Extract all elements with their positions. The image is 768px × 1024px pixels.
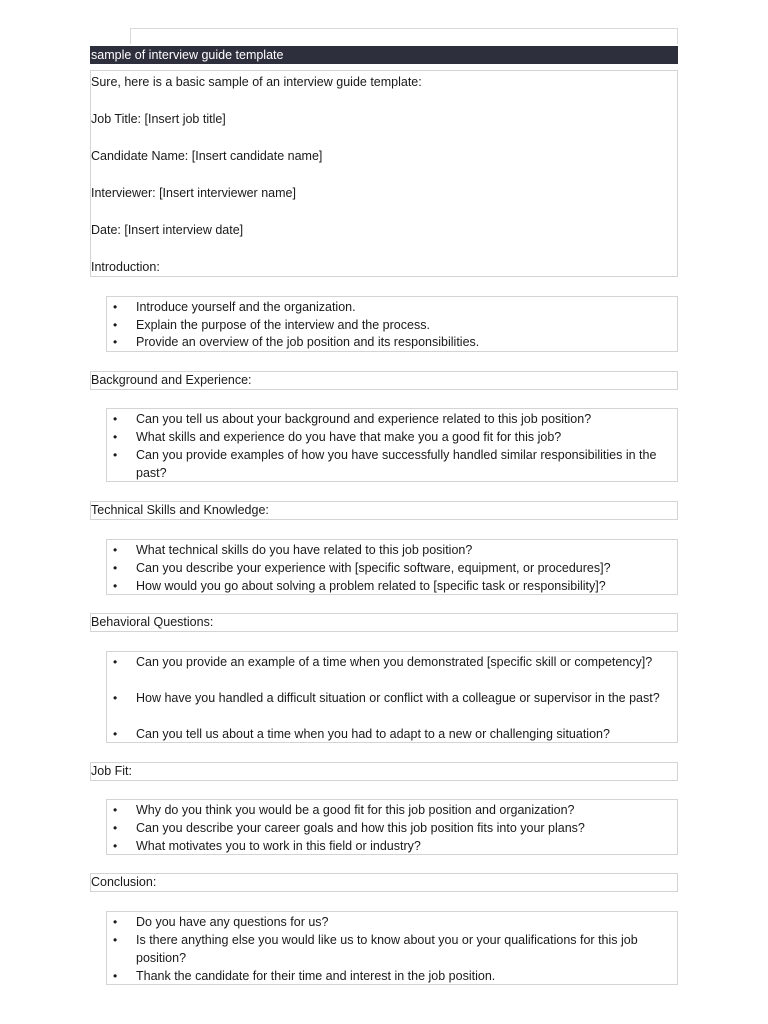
bullet-icon: • <box>113 915 118 929</box>
intro-block <box>90 70 678 277</box>
date-line: Date: [Insert interview date] <box>91 223 244 237</box>
section-heading-behavioral: Behavioral Questions: <box>90 613 678 632</box>
list-item-text: Can you provide an example of a time when you demonstrated [specific skill or competency]? <box>136 655 653 669</box>
list-item-text: Thank the candidate for their time and interest in the job position. <box>136 969 496 983</box>
bullet-icon: • <box>113 969 118 983</box>
document-title: sample of interview guide template <box>90 46 678 64</box>
job-title-line: Job Title: [Insert job title] <box>91 112 226 126</box>
list-item-text: How have you handled a difficult situation or conflict with a colleague or supervisor in the past? <box>136 691 660 705</box>
bullet-icon: • <box>113 335 118 349</box>
introduction-heading: Introduction: <box>91 260 160 274</box>
list-item-text: What motivates you to work in this field or industry? <box>136 839 421 853</box>
bullet-icon: • <box>113 839 118 853</box>
list-item-text: Can you tell us about a time when you had to adapt to a new or challenging situation? <box>136 727 610 741</box>
section-heading-technical: Technical Skills and Knowledge: <box>90 501 678 520</box>
behavioral-list <box>106 651 678 743</box>
bullet-icon: • <box>113 561 118 575</box>
bullet-icon: • <box>113 803 118 817</box>
list-item-text: Explain the purpose of the interview and the process. <box>136 318 430 332</box>
bullet-icon: • <box>113 727 118 741</box>
conclusion-list <box>106 911 678 985</box>
interviewer-line: Interviewer: [Insert interviewer name] <box>91 186 296 200</box>
list-item-text: Can you describe your experience with [specific software, equipment, or procedures]? <box>136 561 611 575</box>
list-item-text: Why do you think you would be a good fit for this job position and organization? <box>136 803 575 817</box>
bullet-icon: • <box>113 448 118 462</box>
list-item-text: Can you provide examples of how you have successfully handled similar responsibilities in the past? <box>136 448 657 480</box>
bullet-icon: • <box>113 300 118 314</box>
list-item-text: Do you have any questions for us? <box>136 915 329 929</box>
list-item-text: Provide an overview of the job position and its responsibilities. <box>136 335 480 349</box>
candidate-name-line: Candidate Name: [Insert candidate name] <box>91 149 323 163</box>
list-item-text: What skills and experience do you have that make you a good fit for this job? <box>136 430 562 444</box>
bullet-icon: • <box>113 821 118 835</box>
bullet-icon: • <box>113 430 118 444</box>
intro-sentence: Sure, here is a basic sample of an interview guide template: <box>91 75 422 89</box>
list-item-text: Is there anything else you would like us to know about you or your qualifications for this job position? <box>136 933 638 965</box>
list-item-text: Introduce yourself and the organization. <box>136 300 356 314</box>
list-item-text: How would you go about solving a problem related to [specific task or responsibility]? <box>136 579 606 593</box>
introduction-list <box>106 296 678 352</box>
section-heading-background: Background and Experience: <box>90 371 678 390</box>
bullet-icon: • <box>113 933 118 947</box>
list-item-text: What technical skills do you have related to this job position? <box>136 543 473 557</box>
bullet-icon: • <box>113 543 118 557</box>
section-heading-conclusion: Conclusion: <box>90 873 678 892</box>
technical-list <box>106 539 678 595</box>
bullet-icon: • <box>113 318 118 332</box>
bullet-icon: • <box>113 412 118 426</box>
bullet-icon: • <box>113 691 118 705</box>
list-item-text: Can you describe your career goals and how this job position fits into your plans? <box>136 821 585 835</box>
background-list <box>106 408 678 482</box>
job-fit-list <box>106 799 678 855</box>
bullet-icon: • <box>113 655 118 669</box>
top-border-line <box>130 28 678 44</box>
bullet-icon: • <box>113 579 118 593</box>
list-item-text: Can you tell us about your background and experience related to this job position? <box>136 412 592 426</box>
section-heading-job-fit: Job Fit: <box>90 762 678 781</box>
